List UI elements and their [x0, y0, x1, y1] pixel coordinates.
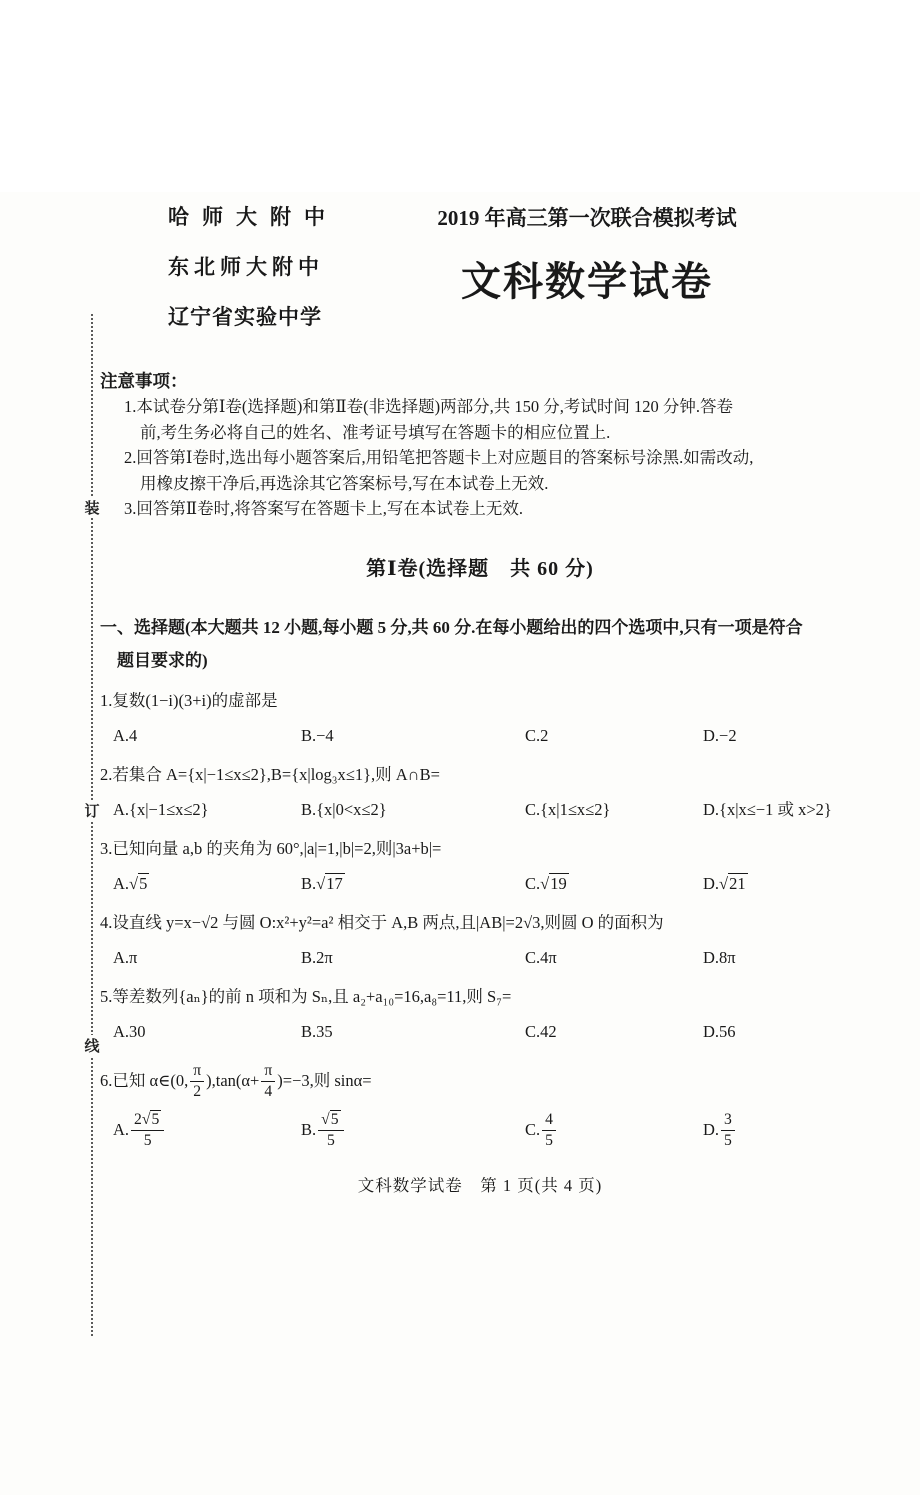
school-name-1: 哈师大附中 — [168, 205, 338, 229]
notice-item-1-cont: 前,考生务必将自己的姓名、准考证号填写在答题卡的相应位置上. — [140, 422, 611, 442]
intro-line-2: 题目要求的) — [117, 650, 208, 670]
question-1 — [100, 686, 860, 751]
option-b: B.{x|0<x≤2} — [301, 799, 387, 819]
question-6-stem: 6.已知 α∈(0, $\frac{\pi}{2}$ ),tan(α+ $\frac{\pi}{4}$ )=−3,则 sinα= — [100, 1062, 372, 1101]
school-names — [168, 192, 380, 342]
question-6-options — [100, 1111, 860, 1150]
option-a: A.{x|−1≤x≤2} — [113, 799, 209, 819]
binding-mark-ding: 订 — [82, 800, 102, 821]
option-c: C.{x|1≤x≤2} — [525, 799, 611, 819]
option-d: D.−2 — [703, 725, 737, 745]
multiple-choice-intro — [100, 611, 860, 677]
paper-titles — [422, 192, 752, 307]
question-2-stem: 2.若集合 A={x|−1≤x≤2},B={x|log₃x≤1},则 A∩B= — [100, 764, 440, 784]
notice-item-2: 2.回答第Ⅰ卷时,选出每小题答案后,用铅笔把答题卡上对应题目的答案标号涂黑.如需改动, — [124, 448, 754, 467]
option-c: C.√19 — [525, 873, 567, 893]
notice-item-1: 1.本试卷分第Ⅰ卷(选择题)和第Ⅱ卷(非选择题)两部分,共 150 分,考试时间 120 分钟.答卷 — [124, 397, 733, 416]
fraction: $\frac{2√5}{5}$ — [131, 1111, 164, 1150]
question-2-options — [100, 795, 860, 825]
question-5 — [100, 982, 860, 1047]
option-c: C.42 — [525, 1021, 557, 1041]
page-content — [0, 192, 920, 1196]
fraction: $\frac{√5}{5}$ — [318, 1111, 343, 1150]
exam-paper-page — [0, 192, 920, 1495]
option-a: A.4 — [113, 725, 138, 745]
school-name-3: 辽宁省实验中学 — [168, 305, 322, 329]
option-a: A.√5 — [113, 873, 148, 893]
question-4-options — [100, 943, 860, 973]
radicand: 17 — [326, 873, 343, 893]
school-name-2: 东北师大附中 — [168, 255, 324, 279]
option-a: A.π — [113, 947, 138, 967]
notice-heading: 注意事项： — [100, 371, 188, 391]
fraction: $\frac{\pi}{4}$ — [261, 1062, 275, 1101]
exam-session-title: 2019 年高三第一次联合模拟考试 — [437, 206, 737, 230]
binding-mark-xian: 线 — [82, 1035, 102, 1056]
question-4-stem: 4.设直线 y=x−√2 与圆 O:x²+y²=a² 相交于 A,B 两点,且|AB|=2√3,则圆 O 的面积为 — [100, 912, 664, 932]
option-b: B.2π — [301, 947, 333, 967]
option-b: B. $\frac{√5}{5}$ — [301, 1111, 525, 1150]
paper-title: 文科数学试卷 — [461, 259, 713, 304]
option-b: B.35 — [301, 1021, 333, 1041]
radicand: 5 — [139, 873, 148, 893]
option-a: A.30 — [113, 1021, 146, 1041]
fraction: $\frac{3}{5}$ — [721, 1111, 735, 1150]
notice-item-3: 3.回答第Ⅱ卷时,将答案写在答题卡上,写在本试卷上无效. — [124, 499, 523, 518]
option-c: C. $\frac{4}{5}$ — [525, 1111, 703, 1150]
option-b: B.−4 — [301, 725, 334, 745]
option-a: A. $\frac{2√5}{5}$ — [113, 1111, 301, 1150]
radicand: 19 — [550, 873, 567, 893]
option-d: D.56 — [703, 1021, 736, 1041]
fraction: $\frac{\pi}{2}$ — [190, 1062, 204, 1101]
question-2 — [100, 760, 860, 825]
intro-line-1: 一、选择题(本大题共 12 小题,每小题 5 分,共 60 分.在每小题给出的四个选项中,只有一项是符合 — [100, 617, 803, 637]
question-3-stem: 3.已知向量 a,b 的夹角为 60°,|a|=1,|b|=2,则|3a+b|= — [100, 838, 442, 858]
question-1-options — [100, 721, 860, 751]
option-d: D.√21 — [703, 873, 746, 893]
option-d: D.{x|x≤−1 或 x>2} — [703, 799, 832, 819]
fraction: $\frac{4}{5}$ — [542, 1111, 556, 1150]
radicand: 21 — [729, 873, 746, 893]
question-4 — [100, 908, 860, 973]
question-6 — [100, 1057, 860, 1150]
option-c: C.4π — [525, 947, 557, 967]
notice-block — [100, 368, 860, 522]
binding-mark-zhuang: 装 — [82, 497, 102, 518]
option-d: D.8π — [703, 947, 736, 967]
question-1-stem: 1.复数(1−i)(3+i)的虚部是 — [100, 690, 278, 710]
notice-item-2-cont: 用橡皮擦干净后,再选涂其它答案标号,写在本试卷上无效. — [140, 473, 549, 493]
question-5-options — [100, 1017, 860, 1047]
question-5-stem: 5.等差数列{aₙ}的前 n 项和为 Sₙ,且 a₂+a₁₀=16,a₈=11,则 S₇= — [100, 986, 512, 1006]
section-title: 第Ⅰ卷(选择题 共 60 分) — [366, 557, 594, 580]
question-3 — [100, 834, 860, 899]
option-b: B.√17 — [301, 873, 343, 893]
question-3-options — [100, 869, 860, 899]
paper-header — [168, 192, 860, 342]
option-d: D. $\frac{3}{5}$ — [703, 1111, 860, 1150]
option-c: C.2 — [525, 725, 549, 745]
footer-page-label: 文科数学试卷 第 1 页(共 4 页) — [357, 1175, 603, 1195]
